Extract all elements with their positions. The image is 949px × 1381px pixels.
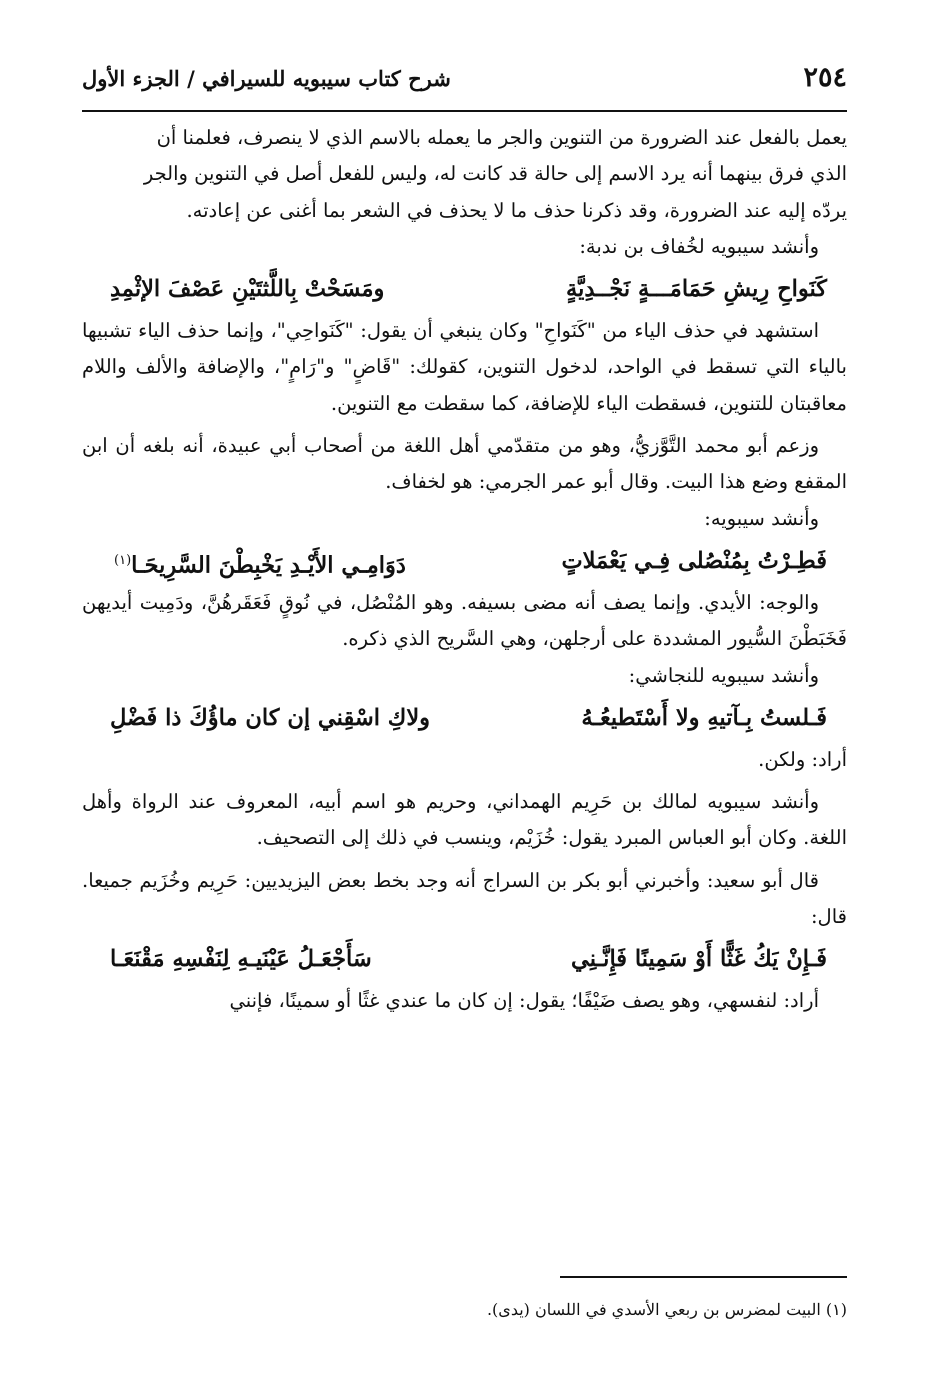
verse-first-hemistich: فَطِـرْتُ بِمُنْصُلى فِـي يَعْمَلاتٍ [561, 547, 827, 574]
verse-line [82, 696, 847, 740]
footnote: (١) البيت لمضرس بن ربعي الأسدي في اللسان (يدى). [486, 1300, 847, 1319]
verse-second-hemistich: ولاكِ اسْقِني إن كان ماؤُكَ ذا فَضْلِ [110, 704, 431, 731]
text-line: يردّه إليه عند الضرورة، وقد ذكرنا حذف ما لا يحذف في الشعر بما أغنى عن إعادته. [186, 198, 847, 222]
verse-second-hemistich: ومَسَحْتْ بِاللَّثتَيْنِ عَصْفَ الإثْمِدِ [110, 276, 385, 303]
paragraph: أراد: لنفسهي، وهو يصف ضَيْفًا؛ يقول: إن كان ما عندي غثًا أو سمينًا، فإنني [229, 989, 819, 1013]
verse-intro: وأنشد سيبويه لخُفاف بن ندبة: [579, 234, 819, 258]
page-header [82, 62, 847, 102]
verse-line [82, 267, 847, 311]
text-line: الذي فرق بينهما أنه يرد الاسم إلى حالة قد كانت له، وليس للفعل أصل في التنوين والجر [143, 162, 847, 186]
paragraph: أراد: ولكن. [758, 747, 847, 771]
verse-second-hemistich [110, 543, 406, 584]
footnote-marker: (١) [114, 552, 132, 568]
paragraph: وأنشد سيبويه لمالك بن حَرِيم الهمداني، وحريم هو اسم أبيه، المعروف عند الرواة وأهل اللغة. وكان أبو العباس المبرد يقول: خُزَيْم، وينسب في ذلك إلى التصحيف. [82, 790, 847, 850]
verse-line [82, 539, 847, 583]
page-number: ٢٥٤ [803, 62, 847, 93]
paragraph: وزعم أبو محمد التَّوَّزيُّ، وهو من متقدّمي أهل اللغة من أصحاب أبي عبيدة، أنه بلغه أن ابن المقفع وضع هذا البيت. وقال أبو عمر الجرمي: هو لخفاف. [82, 434, 847, 494]
verse-second-hemistich: سَأَجْعَـلُ عَيْنَيـهِ لِنَفْسِهِ مَقْنَعَـا [110, 946, 372, 973]
verse-second-text: دَوَامِـي الأَيْـدِ يَخْبِطْنَ السَّرِيحَـا [131, 552, 406, 579]
header-rule [82, 110, 847, 112]
verse-first-hemistich: فَـلستُ بِـآتيهِ ولا أَسْتَطيعُـهُ [581, 704, 827, 731]
verse-intro: وأنشد سيبويه: [704, 506, 819, 530]
verse-first-hemistich: كَنَواحِ رِيشِ حَمَامَـــةٍ نَجْــدِيَّةٍ [566, 276, 827, 303]
verse-line [82, 937, 847, 981]
paragraph: استشهد في حذف الياء من "كَنَواحِ" وكان ينبغي أن يقول: "كَنَواحِي"، وإنما حذف الياء تشبيها بالياء التي تسقط في الواحد، لدخول التنوين، كقولك: "قَاضٍ" و"رَامٍ"، والإضافة والألف واللام معاقبتان للتنوين، فسقطت الياء للإضافة، كما سقطت مع التنوين. [82, 319, 847, 415]
running-title: شرح كتاب سيبويه للسيرافي / الجزء الأول [82, 66, 451, 91]
text-line: يعمل بالفعل عند الضرورة من التنوين والجر ما يعمله بالاسم الذي لا ينصرف، فعلمنا أن [156, 126, 847, 149]
footnote-rule [560, 1276, 847, 1278]
verse-first-hemistich: فَـإِنْ يَكُ غَثًّا أَوْ سَمِينًا فَإِنَّـنِي [571, 946, 827, 973]
paragraph: والوجه: الأيدي. وإنما يصف أنه مضى بسيفه. وهو المُنْصُل، في نُوقٍ فَعَقَرهُنَّ، ودَمِيت أيديهن فَخَبَطْنَ السُّيور المشددة على أرجلهن، وهي السَّريح الذي ذكره. [82, 590, 847, 651]
main-text [82, 120, 847, 1020]
verse-intro: وأنشد سيبويه للنجاشي: [628, 663, 819, 687]
paragraph: قال أبو سعيد: وأخبرني أبو بكر بن السراج أنه وجد بخط بعض اليزيديين: حَرِيم وخُزَيم جميعا. قال: [82, 868, 847, 929]
